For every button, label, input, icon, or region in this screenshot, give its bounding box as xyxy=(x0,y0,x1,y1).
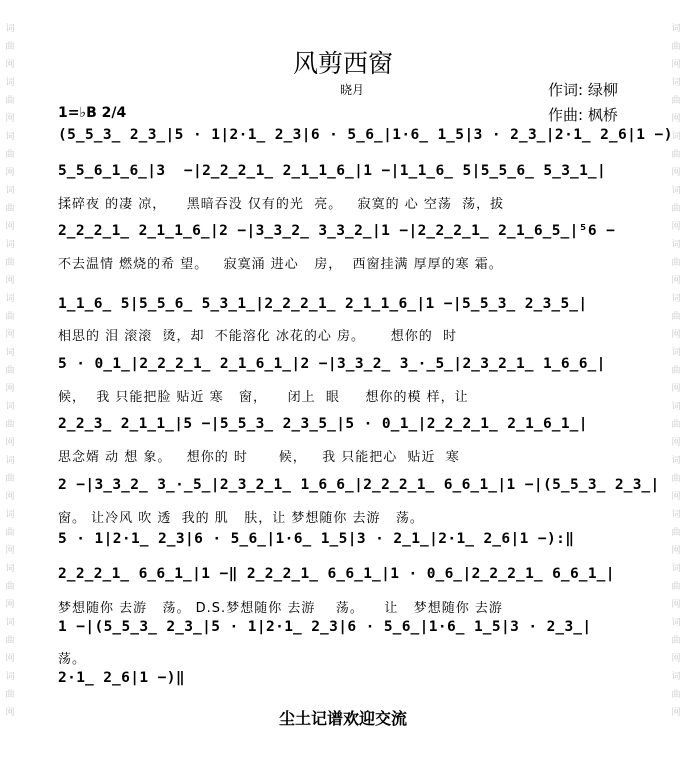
score-notes-row: 5 · 0̲1̲|2̲2̲2̲1̲ 2̲1̲6̲1̲|2 −|3̲3̲2̲ 3̲·̲5̲|2̲3̲2̲1̲ 1̲6̲6̲| xyxy=(58,356,606,372)
score-lyrics-row: 相思的 泪 滚滚 烫，却 不能溶化 冰花的心 房。 想你的 时 xyxy=(58,329,457,344)
score-notes-row: 5̲5̲6̲1̲6̲|3 −|2̲2̲2̲1̲ 2̲1̲1̲6̲|1 −|1̲1̲6̲ 5|5̲5̲6̲ 5̲3̲1̲| xyxy=(58,163,607,179)
score-lyrics-row: 思念婿 动 想 象。 想你的 时 候， 我 只能把心 贴近 寒 xyxy=(58,450,460,465)
score-lyrics-row: 荡。 xyxy=(58,652,87,667)
score-lyrics-row: 窗。 让冷风 吹 透 我的 肌 肤，让 梦想随你 去游 荡。 xyxy=(58,511,424,526)
watermark-left: 词 曲 网 词 曲 网 词 曲 网 词 曲 网 词 曲 网 词 曲 网 词 曲 网 词 曲 网 词 曲 网 词 曲 网 词 曲 网 词 曲 网 词 曲 网 xyxy=(5,24,15,718)
score-notes-row: 1 −|(5̲5̲3̲ 2̲3̲|5 · 1|2·1̲ 2̲3|6 · 5̲6̲|1·6̲ 1̲5|3 · 2̲3̲| xyxy=(58,619,592,635)
score-notes-row: 2̲2̲2̲1̲ 2̲1̲1̲6̲|2 −|3̲3̲2̲ 3̲3̲2̲|1 −|2̲2̲2̲1̲ 2̲1̲6̲5̲|⁵6 − xyxy=(58,223,616,239)
song-title: 风剪西窗 xyxy=(292,49,393,78)
score-lyrics-row: 梦想随你 去游 荡。 D.S.梦想随你 去游 荡。 让 梦想随你 去游 xyxy=(58,601,503,616)
key-signature: 1=♭B 2/4 xyxy=(58,105,127,121)
score-notes-row: 5 · 1|2·1̲ 2̲3|6 · 5̲6̲|1·6̲ 1̲5|3 · 2̲1̲|2·1̲ 2̲6|1 −):‖ xyxy=(58,531,575,547)
subtitle: 晓月 xyxy=(340,83,365,97)
score-notes-row: 1̲1̲6̲ 5|5̲5̲6̲ 5̲3̲1̲|2̲2̲2̲1̲ 2̲1̲1̲6̲|1 −|5̲5̲3̲ 2̲3̲5̲| xyxy=(58,296,588,312)
score-notes-row: 2̲2̲3̲ 2̲1̲1̲|5 −|5̲5̲3̲ 2̲3̲5̲|5 · 0̲1̲|2̲2̲2̲1̲ 2̲1̲6̲1̲| xyxy=(58,416,588,432)
score-notes-row: 2 −|3̲3̲2̲ 3̲·̲5̲|2̲3̲2̲1̲ 1̲6̲6̲|2̲2̲2̲1̲ 6̲6̲1̲|1 −|(5̲5̲3̲ 2̲3̲| xyxy=(58,477,660,493)
score-lyrics-row: 不去温情 燃烧的希 望。 寂寞涌 进心 房， 西窗挂满 厚厚的寒 霜。 xyxy=(58,257,503,272)
score-lyrics-row: 候， 我 只能把脸 贴近 寒 窗， 闭上 眼 想你的模 样，让 xyxy=(58,390,469,405)
score-notes-row: (5̲5̲3̲ 2̲3̲|5 · 1|2·1̲ 2̲3|6 · 5̲6̲|1·6̲ 1̲5|3 · 2̲3̲|2·1̲ 2̲6|1 −) xyxy=(58,127,673,143)
lyricist-credit: 作词: 绿柳 xyxy=(548,81,618,99)
score-notes-row: 2̲2̲2̲1̲ 6̲6̲1̲|1 −‖ 2̲2̲2̲1̲ 6̲6̲1̲|1 · 0̲6̲|2̲2̲2̲1̲ 6̲6̲1̲| xyxy=(58,566,615,582)
watermark-right: 词 曲 网 词 曲 网 词 曲 网 词 曲 网 词 曲 网 词 曲 网 词 曲 网 词 曲 网 词 曲 网 词 曲 网 词 曲 网 词 曲 网 词 曲 网 xyxy=(671,24,681,718)
footer-note: 尘土记谱欢迎交流 xyxy=(278,709,407,728)
score-notes-row: 2·1̲ 2̲6|1 −)‖ xyxy=(58,670,186,686)
score-lyrics-row: 揉碎夜 的凄 凉， 黑暗吞没 仅有的光 亮。 寂寞的 心 空荡 荡，拔 xyxy=(58,197,505,212)
composer-credit: 作曲: 枫桥 xyxy=(548,106,618,124)
